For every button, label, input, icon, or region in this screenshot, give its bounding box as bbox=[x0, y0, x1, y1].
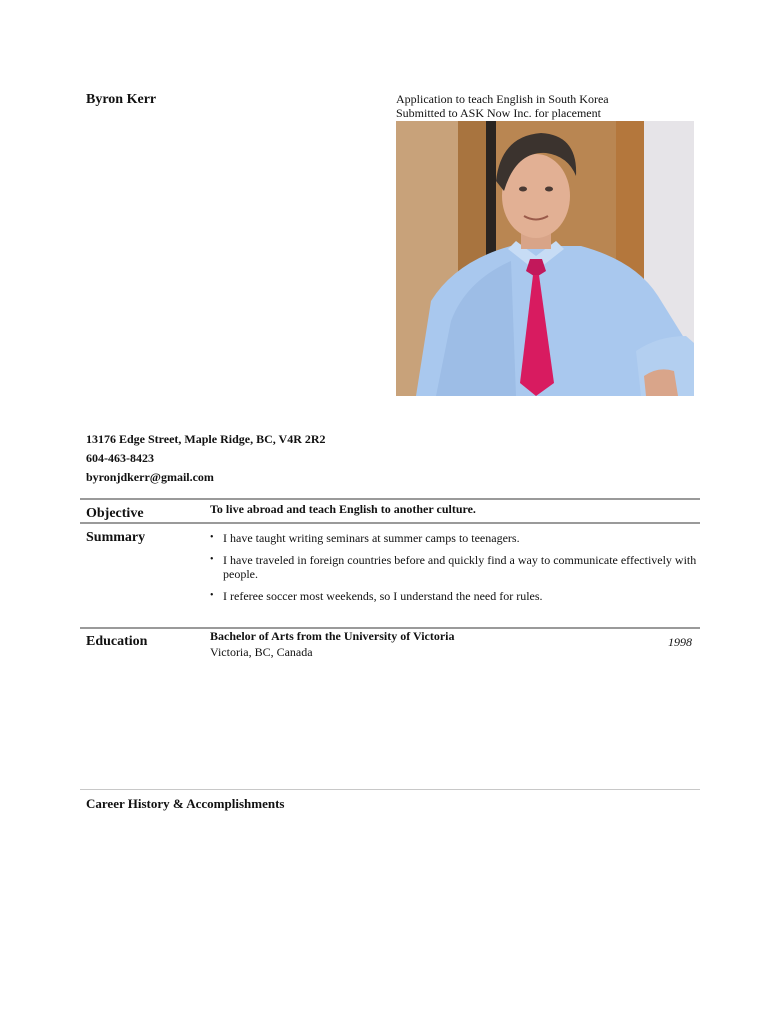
objective-heading: Objective bbox=[86, 506, 144, 521]
summary-item-text: I have traveled in foreign countries before and quickly find a way to communicate effectively with people. bbox=[223, 553, 697, 581]
bullet-icon: • bbox=[210, 532, 214, 543]
education-heading: Education bbox=[86, 634, 148, 649]
application-info bbox=[396, 92, 609, 120]
objective-text: To live abroad and teach English to another culture. bbox=[210, 502, 476, 516]
section-divider-objective-top bbox=[80, 498, 700, 500]
summary-list bbox=[210, 531, 700, 611]
bullet-icon: • bbox=[210, 554, 214, 565]
contact-email: byronjdkerr@gmail.com bbox=[86, 470, 214, 484]
contact-block bbox=[86, 430, 326, 487]
section-divider-career bbox=[80, 789, 700, 790]
application-line-purpose: Application to teach English in South Korea bbox=[396, 92, 609, 106]
career-heading: Career History & Accomplishments bbox=[86, 796, 285, 811]
education-location: Victoria, BC, Canada bbox=[210, 645, 313, 659]
applicant-name: Byron Kerr bbox=[86, 92, 157, 107]
section-divider-objective-bottom bbox=[80, 522, 700, 524]
summary-item bbox=[210, 553, 700, 581]
contact-address: 13176 Edge Street, Maple Ridge, BC, V4R 2R2 bbox=[86, 432, 326, 446]
education-degree: Bachelor of Arts from the University of Victoria bbox=[210, 629, 455, 643]
bullet-icon: • bbox=[210, 590, 214, 601]
applicant-photo bbox=[396, 121, 694, 396]
application-line-submitted: Submitted to ASK Now Inc. for placement bbox=[396, 106, 601, 120]
education-year: 1998 bbox=[668, 635, 692, 649]
summary-item bbox=[210, 589, 700, 603]
summary-heading: Summary bbox=[86, 530, 146, 545]
summary-item-text: I have taught writing seminars at summer camps to teenagers. bbox=[223, 531, 520, 545]
contact-phone: 604-463-8423 bbox=[86, 451, 154, 465]
summary-item-text: I referee soccer most weekends, so I understand the need for rules. bbox=[223, 589, 543, 603]
summary-item bbox=[210, 531, 700, 545]
